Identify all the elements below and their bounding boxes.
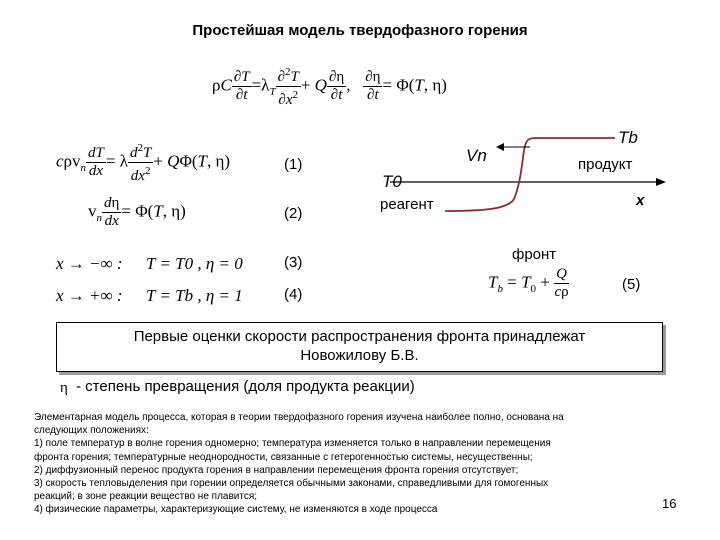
velocity-arrow-head (496, 143, 504, 151)
equation-4-condition: x → +∞ : (56, 286, 123, 305)
paragraph-line: фронта горения; температурные неоднородности, связанные с гетерогенностью системы, несущественны; (34, 451, 533, 463)
paragraph-line: следующих положениях: (34, 425, 149, 437)
note-line-2: Новожилову Б.В. (300, 347, 419, 364)
equation-1-number: (1) (284, 156, 303, 173)
novozhilov-note-box (56, 322, 663, 372)
paragraph-line: 1) поле температур в волне горения одномерно; температура изменяется только в направлении перемещения (34, 438, 551, 450)
equation-4-number: (4) (284, 286, 303, 303)
paragraph-line: 3) скорость тепловыделения при горении определяется обычными законами, справедливыми для гомогенных (34, 478, 549, 490)
reagent-label: реагент (380, 196, 434, 213)
model-assumptions-paragraph (34, 411, 564, 517)
equation-2: $v_n$ $\frac{d\eta}{dx}$ = Φ(T, η) (88, 195, 186, 229)
front-label: фронт (512, 246, 557, 263)
equation-3: T = T0 , η = 0 (146, 254, 243, 273)
paragraph-line: реакций; в зоне реакции вещество не плавится; (34, 491, 258, 503)
equation-2-number: (2) (284, 205, 303, 222)
main-model-equation: ρC $\frac{\partial T}{\partial t}$ $=\lambda_T$ $\frac{\partial^2T}{\partial x^2}$ + Q $\frac{\partial\eta}{\partial t}$ , $\frac{\partial\eta}{\partial t}$ = Φ(T, η) (212, 66, 447, 108)
equation-5-number: (5) (622, 276, 641, 293)
vn-label: Vn (466, 146, 487, 165)
equation-5: $T_b = T_0$ + $\frac{Q}{c\rho}$ (488, 266, 569, 300)
eta-symbol: η (60, 380, 68, 396)
t0-label: T0 (382, 172, 402, 191)
equation-3-number: (3) (284, 254, 303, 271)
note-line-1: Первые оценки скорости распространения фронта принадлежат (133, 328, 586, 345)
product-label: продукт (578, 156, 633, 173)
equation-4: T = Tb , η = 1 (146, 286, 243, 305)
eta-definition: - степень превращения (доля продукта реакции) (76, 378, 415, 395)
equation-1: cρv$_n$ $\frac{dT}{dx}$ = λ $\frac{d^2T}{dx^2}$ + QΦ(T, η) (56, 142, 231, 184)
page-number: 16 (662, 496, 677, 511)
x-axis-arrow (656, 178, 666, 186)
x-axis-label: x (636, 192, 645, 209)
paragraph-line: Элементарная модель процесса, которая в теории твердофазного горения изучена наиболее полно, основана на (34, 412, 564, 423)
paragraph-line: 2) диффузионный перенос продукта горения в направлении перемещения фронта горения отсутствует; (34, 464, 519, 476)
equation-3-condition: x → −∞ : (56, 254, 123, 273)
page-title: Простейшая модель твердофазного горения (192, 22, 528, 39)
tb-label: Tb (618, 128, 638, 147)
paragraph-line: 4) физические параметры, характеризующие систему, не изменяются в ходе процесса (34, 504, 438, 516)
